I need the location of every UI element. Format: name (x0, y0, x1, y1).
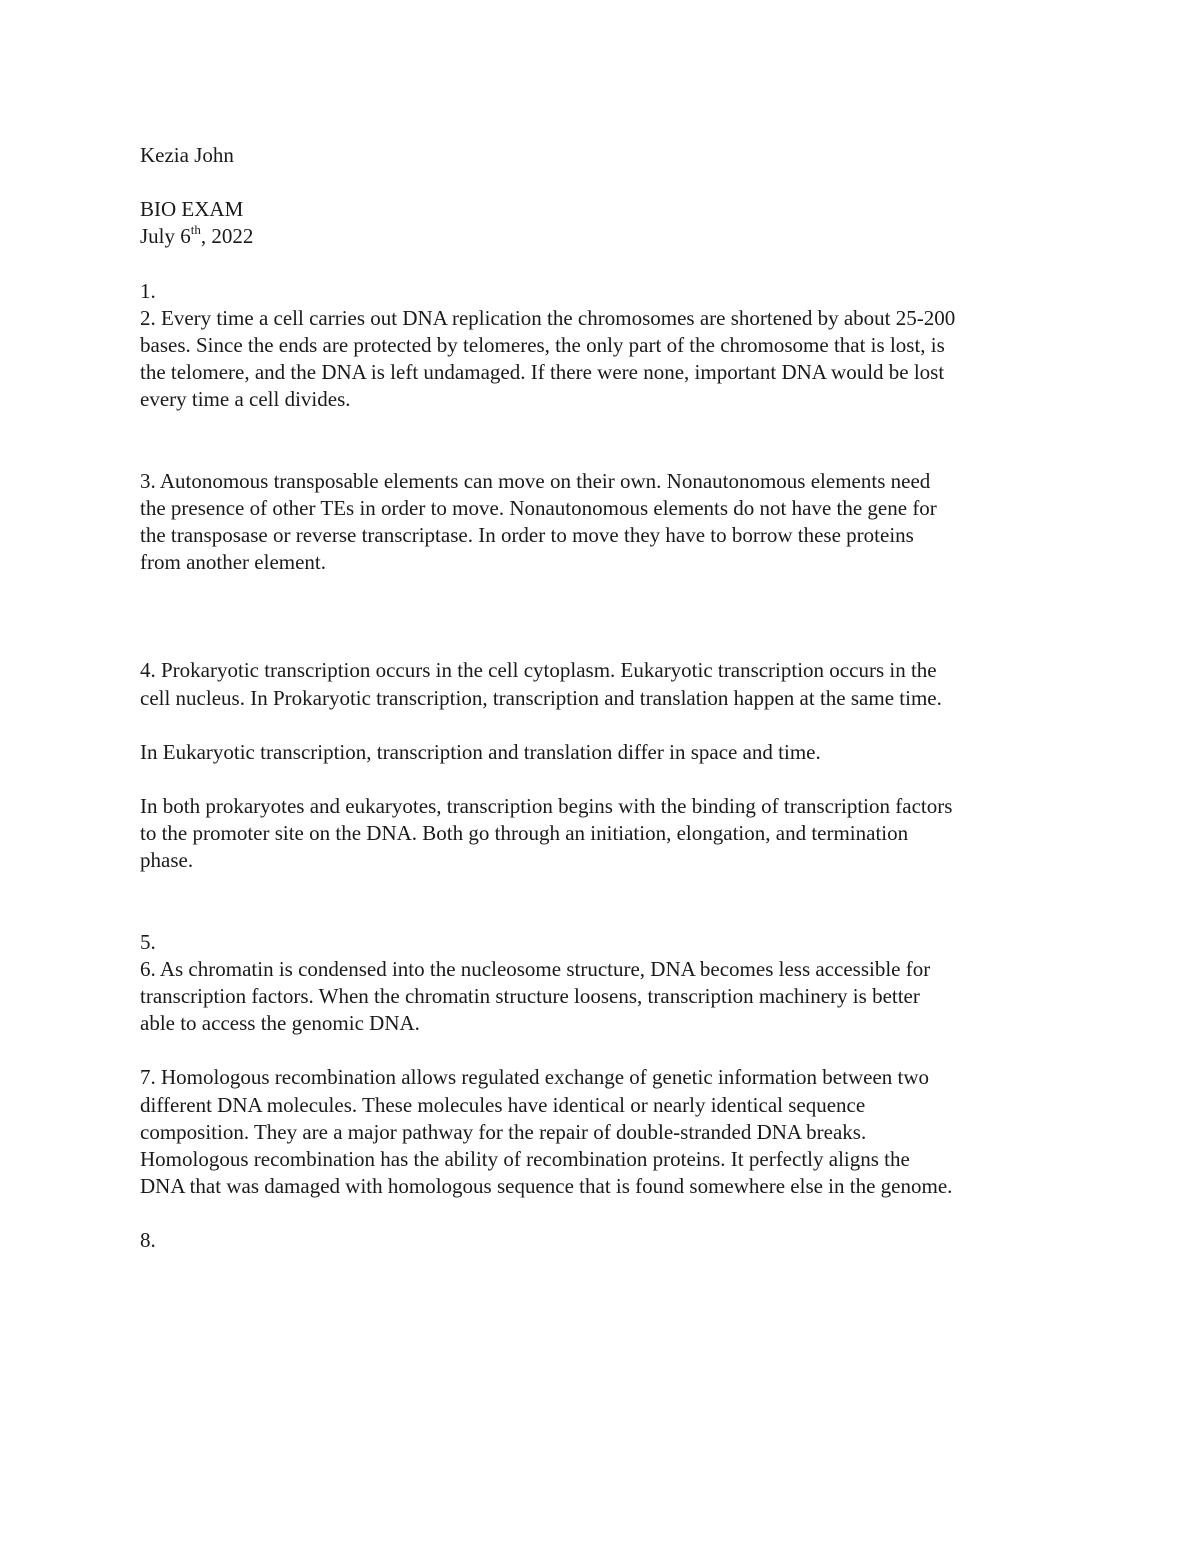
text-line: different DNA molecules. These molecules have identical or nearly identical sequence (140, 1092, 866, 1117)
text-line: cell nucleus. In Prokaryotic transcription, transcription and translation happen at the same time. (140, 685, 942, 710)
document-body (140, 142, 1080, 1255)
text-line: 7. Homologous recombination allows regulated exchange of genetic information between two (140, 1065, 930, 1090)
answer-5 (140, 929, 1080, 956)
text-line: bases. Since the ends are protected by telomeres, the only part of the chromosome that is lost, is (140, 333, 945, 358)
text-line: able to access the genomic DNA. (140, 1011, 420, 1036)
text-line: every time a cell divides. (140, 387, 351, 412)
text-line: to the promoter site on the DNA. Both go through an initiation, elongation, and termination (140, 821, 909, 846)
text-line: 8. (140, 1228, 156, 1253)
answer-7 (140, 1064, 1080, 1200)
text-line: the presence of other TEs in order to move. Nonautonomous elements do not have the gene for (140, 495, 937, 520)
text-line: 1. (140, 278, 156, 303)
text-line: 2. Every time a cell carries out DNA replication the chromosomes are shortened by about 25-200 (140, 305, 956, 330)
text-line: 3. Autonomous transposable elements can move on their own. Nonautonomous elements need (140, 468, 931, 493)
answer-1 (140, 278, 1080, 305)
text-line: 6. As chromatin is condensed into the nucleosome structure, DNA becomes less accessible for (140, 956, 931, 981)
answer-4-paragraph-1 (140, 657, 1080, 711)
text-line: 5. (140, 929, 156, 954)
date-ordinal-suffix: th (190, 222, 201, 238)
text-line: the telomere, and the DNA is left undamaged. If there were none, important DNA would be lost (140, 360, 945, 385)
text-line: DNA that was damaged with homologous sequence that is found somewhere else in the genome. (140, 1174, 953, 1199)
text-line: phase. (140, 848, 194, 873)
author-name: Kezia John (140, 143, 234, 167)
answer-2 (140, 305, 1080, 414)
text-line: from another element. (140, 550, 327, 575)
date-month-day: July 6 (140, 224, 191, 249)
answer-8 (140, 1227, 1080, 1254)
text-line: 4. Prokaryotic transcription occurs in the cell cytoplasm. Eukaryotic transcription occurs in the (140, 658, 937, 683)
text-line: composition. They are a major pathway for the repair of double-stranded DNA breaks. (140, 1119, 867, 1144)
text-line: the transposase or reverse transcriptase. In order to move they have to borrow these proteins (140, 523, 914, 548)
text-line: transcription factors. When the chromatin structure loosens, transcription machinery is better (140, 984, 920, 1009)
answer-4-paragraph-3 (140, 793, 1080, 875)
text-line: In Eukaryotic transcription, transcription and translation differ in space and time. (140, 739, 821, 764)
date-year: , 2022 (200, 224, 254, 249)
answer-3 (140, 468, 1080, 577)
exam-title: BIO EXAM (140, 197, 244, 222)
text-line: In both prokaryotes and eukaryotes, transcription begins with the binding of transcription factors (140, 794, 953, 819)
text-line: Homologous recombination has the ability of recombination proteins. It perfectly aligns the (140, 1147, 910, 1172)
answer-4-paragraph-2 (140, 739, 1080, 766)
answer-6 (140, 956, 1080, 1038)
exam-date (140, 223, 1080, 250)
